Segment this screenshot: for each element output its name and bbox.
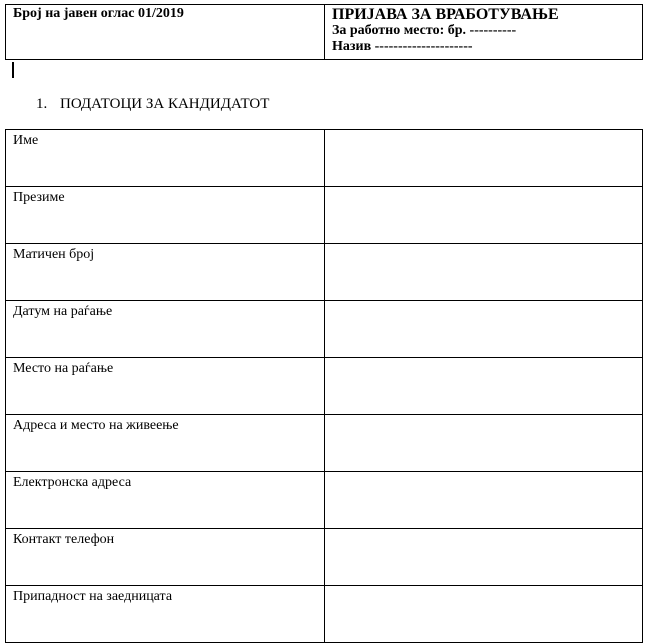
field-value-email[interactable]: [325, 472, 643, 529]
section-heading: [36, 95, 269, 113]
section-number: 1.: [36, 96, 48, 112]
table-row: [6, 415, 643, 472]
table-row: [6, 529, 643, 586]
header-table: [5, 4, 643, 60]
field-value-phone[interactable]: [325, 529, 643, 586]
field-label-birth-date: Датум на раѓање: [6, 301, 325, 358]
section-title: ПОДАТОЦИ ЗА КАНДИДАТОТ: [60, 96, 270, 112]
field-value-last-name[interactable]: [325, 187, 643, 244]
form-title-cell: [325, 5, 643, 60]
position-number[interactable]: За работно место: бр. ----------: [332, 23, 517, 38]
table-row: [6, 358, 643, 415]
table-row: [6, 472, 643, 529]
field-label-email: Електронска адреса: [6, 472, 325, 529]
field-value-personal-id[interactable]: [325, 244, 643, 301]
field-value-birth-date[interactable]: [325, 301, 643, 358]
field-label-personal-id: Матичен број: [6, 244, 325, 301]
table-row: [6, 301, 643, 358]
field-label-birth-place: Место на раѓање: [6, 358, 325, 415]
candidate-data-table: [5, 129, 643, 643]
field-value-address[interactable]: [325, 415, 643, 472]
field-label-community: Припадност на заедницата: [6, 586, 325, 643]
position-name[interactable]: Назив ---------------------: [332, 39, 473, 54]
field-label-first-name: Име: [6, 130, 325, 187]
table-row: [6, 586, 643, 643]
table-row: [6, 244, 643, 301]
field-value-first-name[interactable]: [325, 130, 643, 187]
ad-number: Број на јавен оглас 01/2019: [13, 6, 184, 21]
field-value-birth-place[interactable]: [325, 358, 643, 415]
field-value-community[interactable]: [325, 586, 643, 643]
table-row: [6, 187, 643, 244]
field-label-address: Адреса и место на живеење: [6, 415, 325, 472]
text-cursor: [12, 62, 14, 78]
field-label-phone: Контакт телефон: [6, 529, 325, 586]
field-label-last-name: Презиме: [6, 187, 325, 244]
form-title: ПРИЈАВА ЗА ВРАБОТУВАЊЕ: [332, 6, 559, 23]
table-row: [6, 130, 643, 187]
ad-number-cell: [6, 5, 325, 60]
